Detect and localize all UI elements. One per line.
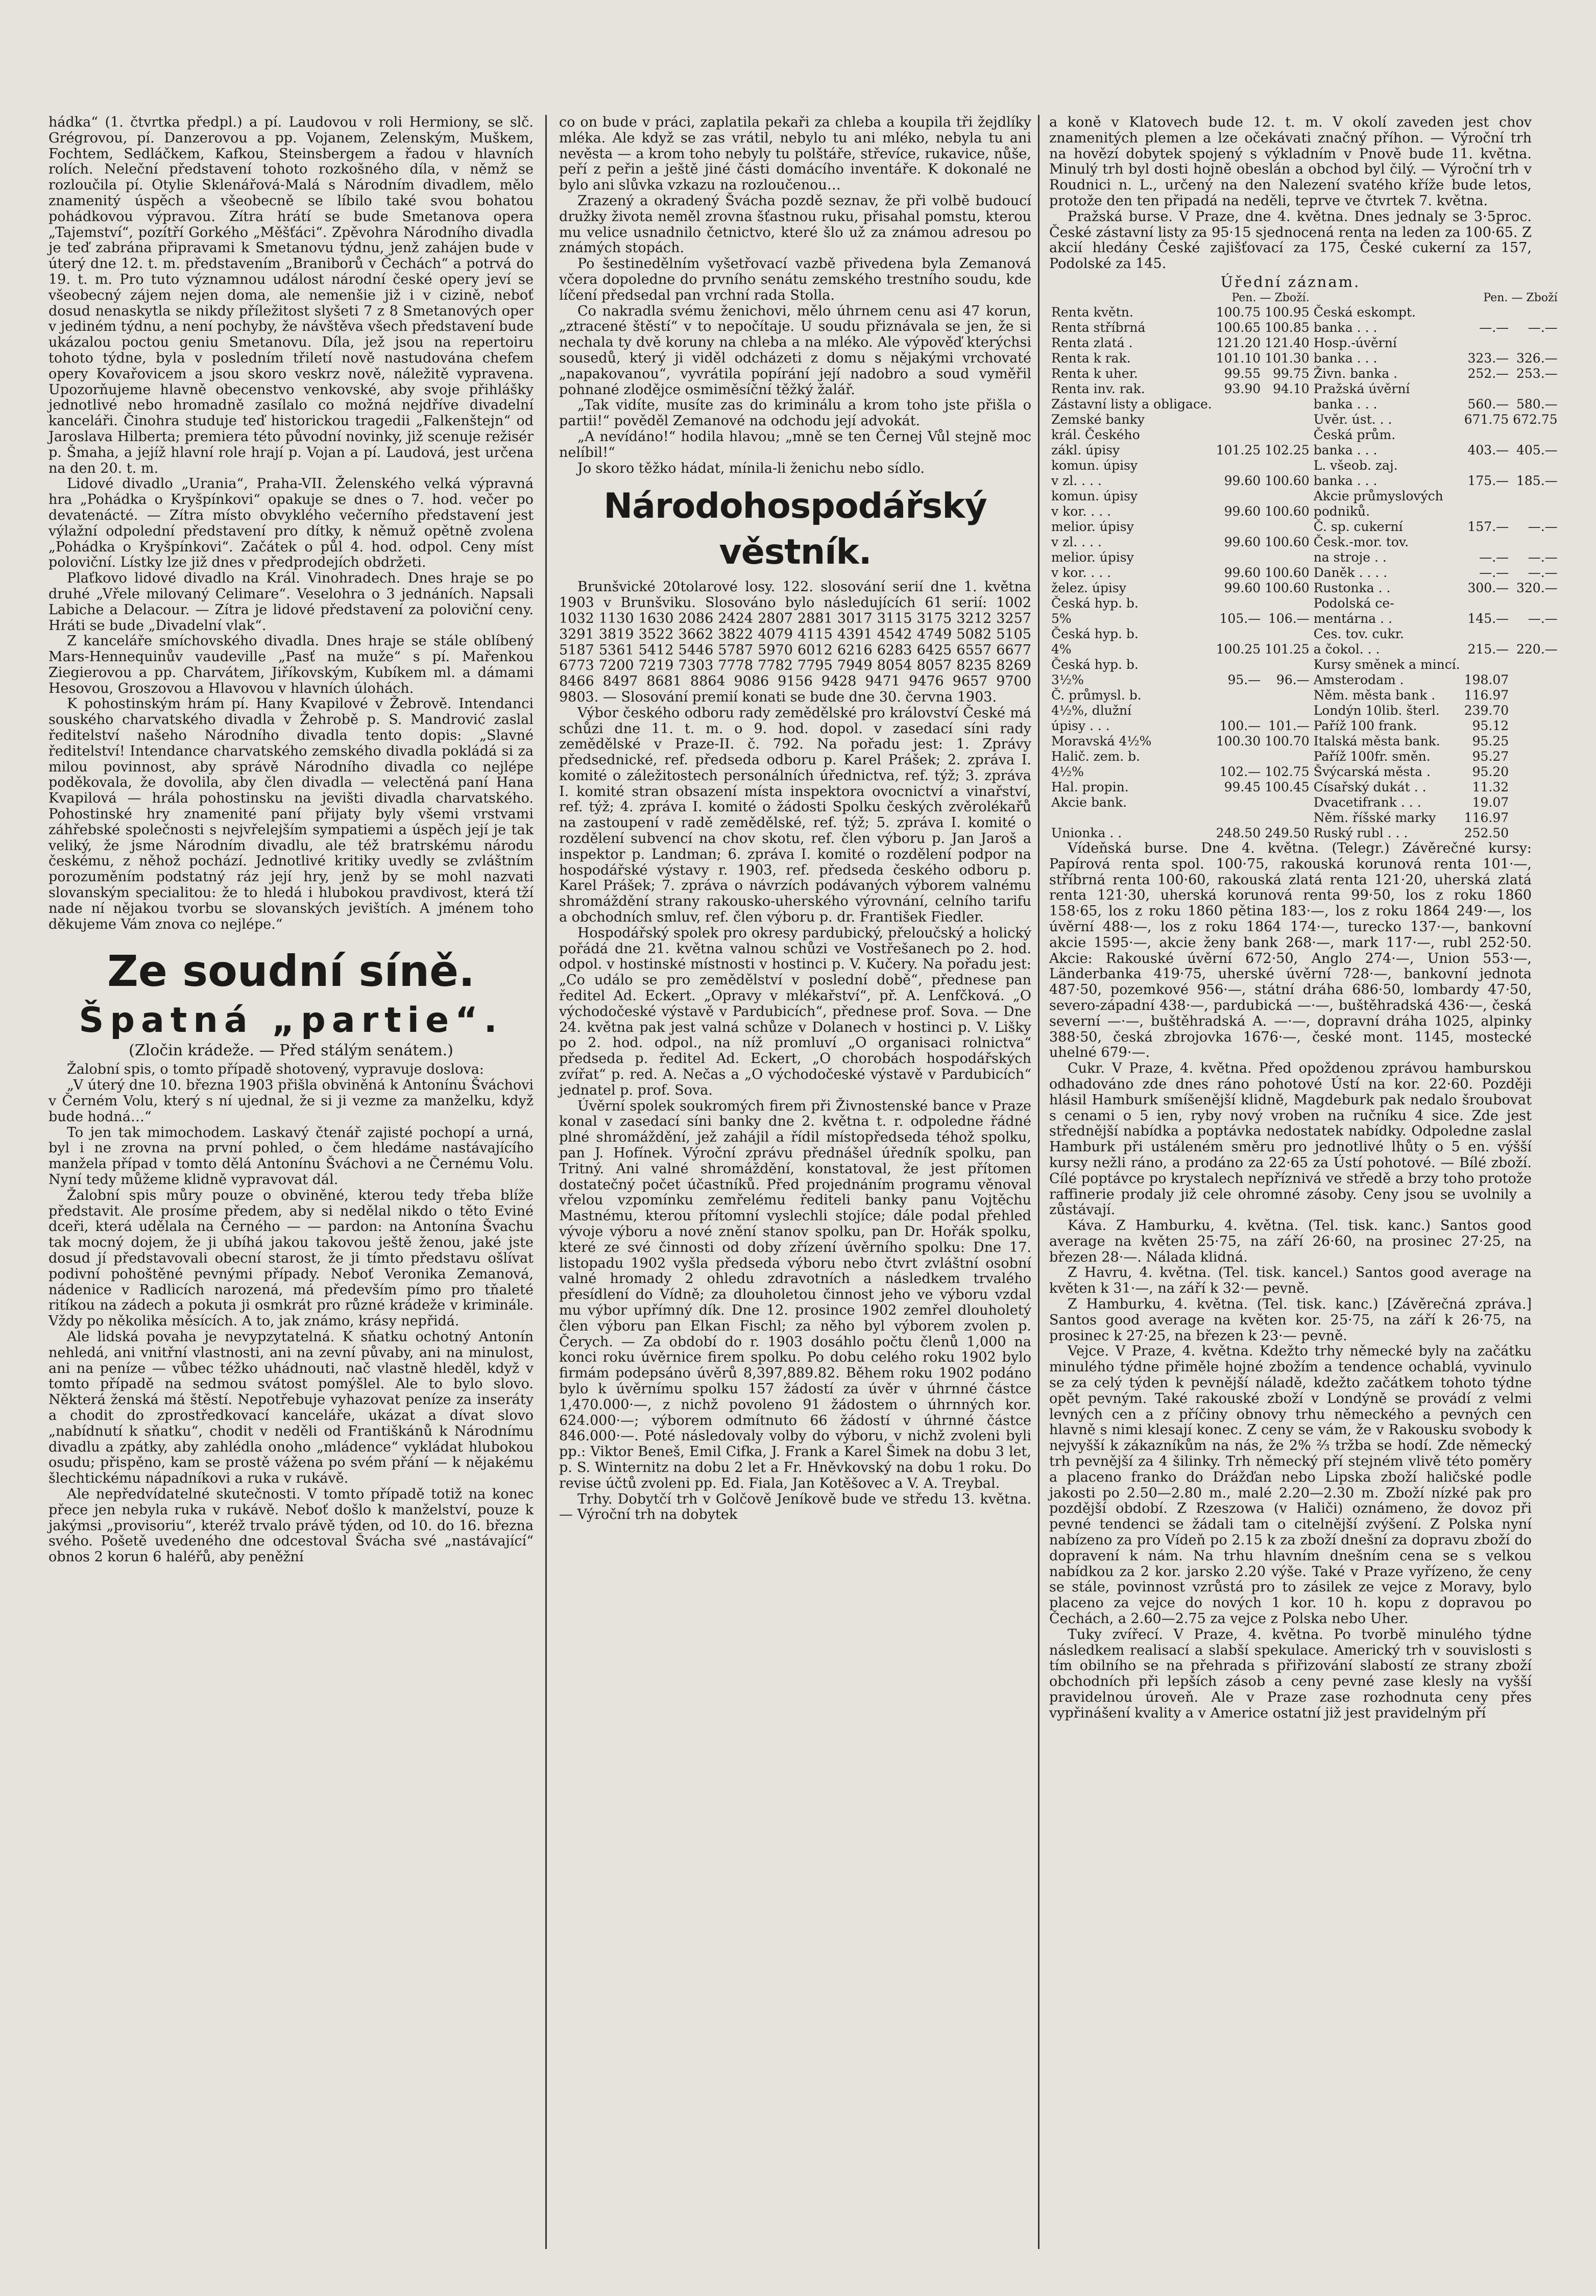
- table-cell: 100.—: [1219, 718, 1261, 733]
- table-cell: [1263, 519, 1311, 535]
- table-cell: Dvacetifrank . . .: [1313, 794, 1421, 810]
- table-row: [1049, 412, 1560, 427]
- table-cell: Paříž 100 frank.: [1313, 718, 1417, 733]
- table-cell: 4½%, dlužní: [1051, 703, 1132, 718]
- table-cell: 239.70: [1464, 703, 1509, 718]
- table-cell: —.—: [1479, 320, 1509, 335]
- column-rule: [1038, 115, 1039, 2249]
- table-cell: [1214, 703, 1263, 718]
- table-row: [1049, 458, 1560, 473]
- table-cell: [1214, 519, 1263, 535]
- theatre-news-paragraph: K pohostinským hrám pí. Hany Kvapilové v Žebrově. Intendanci souského charvatského divadla v Žehrobě p. S. Mandrović zaslal ředitelství našeho Národního divadla tento dopis: „Slavné ředitelství! Intendance charvatského zemského divadla pokládá si za milou povinnost, aby správě Národního divadla co nejlépe poděkovala, že dovolila, aby člen divadla — velectěná paní Hana Kvapilová — hrála pohostinsku na jevišti divadla charvatského. Pohostinské hry znamenité paní přijaty byly všemi vrstvami záhřebské společnosti s nejvřelejším sympatiemi a úspěch její je tak veliký, že jsme Národním divadlu, ale též bratrskému národu českému, z něhož pochází. Jednotlivé kritiky uvedly se zvláštním porozuměním podstatný ráz její hry, jenž by se mohl nazvati slovanským specialitou: že to hledá i hlubokou pravdivost, která tží nade ní nějakou tvorbu se slovanských jevištích. A jménem toho děkujeme Vám znova co nejlépe.“: [49, 696, 534, 932]
- table-cell: Ces. tov. cukr.: [1313, 626, 1404, 641]
- table-cell: 99.55: [1224, 366, 1261, 381]
- table-row: [1049, 504, 1560, 519]
- table-cell: komun. úpisy: [1051, 488, 1138, 503]
- table-cell: melior. úpisy: [1051, 519, 1134, 534]
- table-cell: 99.60: [1224, 503, 1261, 519]
- market-paragraph: Cukr. V Praze, 4. května. Před opoždenou zprávou hamburskou odhadováno zde dnes ráno pohotové Ústí na kor. 22·60. Později hlásil Hamburk smíšenější klidně, Magdeburk pak nedalo šroubovat s cenami o 5 ien, ryby nový vroben na ručníku 4 sice. Zde jest střednější nabídka a poptávka nedostatek nabídky. Odpoledne zaslal Hamburk při ustáleném směru pro jednotlivé lhůty o 5 en. výšší kursy nežli ráno, a prodáno za 22·65 za Ústí pohotové. — Bílé zboží. Cílé poptávce po krystalech nepříznivá ve středě a brzy toho protože raffinerie prodaly již cele ohromné zásoby. Ceny jsou se uvolnily a zůstávají.: [1049, 1060, 1532, 1218]
- table-row: [1049, 550, 1560, 565]
- table-cell: Něm. města bank .: [1313, 687, 1436, 703]
- table-cell: Česká hyp. b.: [1051, 626, 1139, 641]
- table-cell: Moravská 4½%: [1051, 733, 1152, 748]
- table-cell: 100.45: [1265, 779, 1310, 794]
- column-rule: [545, 115, 547, 2249]
- table-cell: Renta inv. rak.: [1051, 381, 1145, 396]
- table-row: [1049, 397, 1560, 412]
- table-cell: [1511, 703, 1559, 718]
- table-row: [1049, 351, 1560, 366]
- table-cell: [1263, 397, 1311, 412]
- table-cell: [1511, 780, 1559, 795]
- table-cell: v kor. . . .: [1051, 503, 1111, 519]
- table-cell: zákl. úpisy: [1051, 442, 1120, 457]
- economic-paragraph: Trhy. Dobytčí trh v Golčově Jeníkově bude ve středu 13. května. — Výroční trh na dobytek: [559, 1491, 1031, 1523]
- table-cell: [1511, 764, 1559, 780]
- table-cell: Něm. říšské marky: [1313, 810, 1436, 825]
- table-cell: 116.97: [1464, 810, 1509, 825]
- article-subheading: (Zločin krádeže. — Před stálým senátem.): [129, 1042, 453, 1060]
- table-row: [1049, 688, 1560, 703]
- table-cell: mentárna . .: [1313, 611, 1392, 626]
- table-cell: 403.—: [1467, 442, 1509, 457]
- table-cell: Živn. banka .: [1313, 366, 1398, 381]
- table-row: [1049, 734, 1560, 749]
- table-cell: [1263, 412, 1311, 427]
- table-cell: 100.75: [1216, 304, 1261, 320]
- table-cell: 100.60: [1265, 580, 1310, 595]
- table-cell: 11.32: [1472, 779, 1509, 794]
- table-cell: [1511, 626, 1559, 642]
- article-paragraph: co on bude v práci, zaplatila pekaři za chleba a koupila tři žejdlíky mléka. Ale když se zas vrátil, nebylo tu ani mléko, nebyla tu ani nevěsta — a krom toho nebyly tu polštáře, střevíce, rukavice, nůše, peří z peřin a ještě jiné části domácího inventáře. K dokonalé ne bylo ani slůvka vzkazu na rozloučenou…: [559, 114, 1031, 194]
- table-cell: [1511, 718, 1559, 734]
- theatre-news-paragraph: Z kanceláře smíchovského divadla. Dnes hraje se stále oblíbený Mars-Hennequinův vaudeville „Pasť na muže“ s pí. Mařenkou Ziegierovou a pp. Charvátem, Jiříkovským, Kubíkem ml. a dámami Hesovou, Groszovou a Hlavovou v hlavních úlohách.: [49, 633, 534, 696]
- table-cell: Zemské banky: [1051, 412, 1145, 427]
- table-cell: v kor. . . .: [1051, 565, 1111, 580]
- table-cell: 249.50: [1265, 825, 1310, 840]
- table-cell: [1263, 427, 1311, 443]
- theatre-news-paragraph: Lidové divadlo „Urania“, Praha-VII. Želenského velká výpravná hra „Pohádka o Kryšpínkovi“ opakuje se dnes o 7. hod. večer po devatenácté. — Zítra místo obvyklého večerního představení jest výlažní odpolední představení pro dítky, k němuž opětně zvolena „Pohádka o Kryšpínkovi“. Začátek o půl 4. hod. odpol. Ceny míst poloviční. Lístky lze již dnes v předprodejích obdržeti.: [49, 476, 534, 571]
- table-cell: [1511, 596, 1559, 611]
- table-cell: 102.—: [1219, 764, 1261, 779]
- table-cell: Česk.-mor. tov.: [1313, 534, 1409, 549]
- table-row: [1049, 443, 1560, 458]
- table-cell: [1263, 489, 1311, 504]
- table-cell: [1263, 458, 1311, 473]
- table-cell: 100.60: [1265, 473, 1310, 488]
- article-paragraph: Ale nepředvídatelné skutečnosti. V tomto případě totiž na konec přece jen nebyla ruka v rukávě. Neboť došlo k manželství, pouze k jakýmsi „provisoriu“, kteréž trvalo právě týden, od 10. do 16. března svého. Pošetě uvedeného dne odcestoval Švácha své „nastávající“ obnos 2 korun 6 haléřů, aby peněžní: [49, 1486, 534, 1565]
- article-paragraph: „A nevídáno!“ hodila hlavou; „mně se ten Černej Vůl stejně moc nelíbil!“: [559, 428, 1031, 461]
- table-cell: [1214, 550, 1263, 565]
- market-paragraph: Pražská burse. V Praze, dne 4. května. Dnes jednaly se 3·5proc. České zástavní listy za 95·15 sjednocená renta na leden za 100·65. Z akcií hledány České zajišťovací za 175, České cukerní za 157, Podolské za 145.: [1049, 208, 1532, 272]
- table-cell: 248.50: [1216, 825, 1261, 840]
- table-header: Pen. — Zboží: [1483, 291, 1558, 304]
- table-cell: 99.60: [1224, 473, 1261, 488]
- table-cell: [1462, 535, 1511, 550]
- article-paragraph: Zrazený a okradený Švácha pozdě seznav, že při volbě budoucí družky života neměl zrovna šťastnou ruku, přisahal pomstu, kterou mu velice usnadnilo četnictvo, které šlo už za známou adresou po známých stopách.: [559, 192, 1031, 256]
- table-cell: Rustonka . .: [1313, 580, 1391, 595]
- table-cell: 157.—: [1467, 519, 1509, 534]
- table-cell: Česká hyp. b.: [1051, 657, 1139, 672]
- exchange-table-title: Úřední záznam.: [1220, 273, 1361, 291]
- table-cell: Švýcarská města .: [1313, 764, 1431, 779]
- table-cell: 100.25: [1216, 641, 1261, 657]
- table-cell: banka . . .: [1313, 396, 1377, 412]
- table-cell: Unionka . .: [1051, 825, 1122, 840]
- table-cell: 253.—: [1516, 366, 1558, 381]
- table-cell: Zástavní listy a obligace.: [1051, 396, 1212, 412]
- table-row: [1049, 780, 1560, 795]
- table-row: [1049, 810, 1560, 826]
- market-paragraph: Z Havru, 4. května. (Tel. tisk. kancel.) Santos good average na květen k 31·—, na září k 32·— pevně.: [1049, 1265, 1532, 1297]
- table-cell: [1511, 458, 1559, 473]
- article-paragraph: Jo skoro těžko hádat, mínila-li ženichu nebo sídlo.: [577, 460, 925, 476]
- table-cell: banka . . .: [1313, 442, 1377, 457]
- table-row: [1049, 795, 1560, 810]
- table-cell: 102.25: [1265, 442, 1310, 457]
- table-header: Pen. — Zboží.: [1231, 291, 1310, 304]
- table-cell: Hal. propin.: [1051, 779, 1129, 794]
- table-cell: na stroje . .: [1313, 549, 1387, 565]
- table-cell: 100.60: [1265, 503, 1310, 519]
- table-row: [1049, 703, 1560, 718]
- table-row: [1049, 672, 1560, 688]
- table-cell: [1462, 657, 1511, 672]
- table-cell: —.—: [1528, 611, 1558, 626]
- table-cell: [1511, 657, 1559, 672]
- table-cell: [1511, 795, 1559, 810]
- exchange-table: [1049, 292, 1560, 841]
- table-cell: 185.—: [1516, 473, 1558, 488]
- table-cell: 100.60: [1265, 534, 1310, 549]
- table-cell: [1511, 535, 1559, 550]
- table-cell: [1214, 397, 1263, 412]
- table-cell: [1214, 427, 1263, 443]
- table-cell: Č. sp. cukerní: [1313, 519, 1403, 534]
- table-cell: 19.07: [1472, 794, 1509, 810]
- article-paragraph: „Tak vidíte, musíte zas do kriminálu a krom toho jste přišla o partii!“ pověděl Zemanové na odchodu její advokát.: [559, 397, 1031, 429]
- market-paragraph: Vídeňská burse. Dne 4. května. (Telegr.) Závěrečné kursy: Papírová renta spol. 100·75, rakouská korunová renta 101·—, stříbrná renta 100·60, rakouská zlatá renta 121·20, uherská zlatá renta 121·30, uherská korunová renta 99·50, los z roku 1860 158·65, los z roku 1860 pětina 183·—, los z roku 1864 249·—, los úvěrní 488·—, los z roku 1864 174·—, turecko 137·—, bankovní akcie 1595·—, akcie ženy bank 268·—, mark 117·—, rubl 252·50. Akcie: Rakouské úvěrní 672·50, Anglo 274·—, Union 553·—, Länderbanka 419·75, uherské úvěrní 728·—, bankovní jednota 487·50, pozemkové 956·—, státní dráha 686·50, lombardy 47·50, severo-západní 438·—, pardubická —·—, buštěhradská 436·—, česká severní —·—, buštěhradská A. —·—, dopravní dráha 1025, alpinky 388·50, česká zbrojovka 1676·—, české mont. 1145, mostecké uhelné 679·—.: [1049, 840, 1532, 1061]
- table-cell: —.—: [1479, 549, 1509, 565]
- table-cell: 5%: [1051, 611, 1072, 626]
- table-cell: [1462, 381, 1511, 397]
- market-paragraph: Káva. Z Hamburku, 4. května. (Tel. tisk. kanc.) Santos good average na květen 25·75, na září 26·60, na prosinec 27·25, na březen 28·—. Nálada klidná.: [1049, 1218, 1532, 1265]
- table-row: [1049, 626, 1560, 642]
- table-cell: [1462, 335, 1511, 351]
- table-cell: Akcie bank.: [1051, 794, 1127, 810]
- table-cell: 116.97: [1464, 687, 1509, 703]
- table-cell: Italská města bank.: [1313, 733, 1440, 748]
- table-row: [1049, 826, 1560, 841]
- table-cell: [1214, 596, 1263, 611]
- table-cell: 101.25: [1216, 442, 1261, 457]
- market-paragraph: Z Hamburku, 4. května. (Tel. tisk. kanc.) [Závěrečná zpráva.] Santos good average na květen kor. 25·75, na září k 26·75, na prosinec k 27·25, na březen k 23·— pevně.: [1049, 1296, 1532, 1344]
- table-cell: Halič. zem. b.: [1051, 748, 1141, 764]
- table-row: [1049, 718, 1560, 734]
- table-cell: 3½%: [1051, 672, 1084, 687]
- economic-paragraph: Úvěrní spolek soukromých firem při Živnostenské bance v Praze konal v zasedací síni banky dne 2. května t. r. odpoledne řádné plné shromáždění, jež zahájil a řídil místopředseda téhož spolku, pan J. Hofínek. Výroční zprávu přednášel úředník spolku, pan Tritný. Ani valné shromáždění, konstatoval, že jest přítomen dostatečný počet účastníků. Před projednáním programu věnoval vřelou vzpomínku zemřelému řediteli banky panu Vojtěchu Mastnému, kterou přítomní vyslechli stojíce; dále podal přehled vývoje výboru a nové znění stanov spolku, pan Dr. Hořák spolku, které ze své činnosti od doby zřízení úvěrního spolku: Dne 17. listopadu 1902 vyšla předseda výboru nebo čtvrt zvláštní osobní valné hromady 2 ohledu zdravotních a následkem trvalého přesídlení do Vídně; za dlouholetou činnost jeho ve výboru vzdal mu výbor upřímný dík. Dne 12. prosince 1902 zemřel dlouholetý člen výboru pan Elkan Fischl; za něho byl výborem zvolen p. Čerych. — Za období do r. 1903 dosáhlo počtu členů 1,000 na konci roku úvěrnice firem spolku. Po dobu celého roku 1902 bylo firmám podepsáno úvěrů 8,397,889.82. Během roku 1902 podáno bylo k úvěrnímu spolku 157 žádostí za úvěr v úhrnné částce 1,470.000·—, z nichž povoleno 91 žádostem o úhrnných kor. 624.000·—; výborem odmítnuto 66 žádostí v úhrnné částce 846.000·—. Poté následovaly volby do výboru, v nichž zvoleni byli pp.: Viktor Beneš, Emil Cifka, J. Frank a Karel Šimek na dobu 3 let, p. S. Winternitz na dobu 2 let a Fr. Hněvkovský na dobu 1 roku. Do revise účtů zvoleni pp. Ed. Fiala, Jan Kotěšovec a V. A. Treybal.: [559, 1098, 1031, 1491]
- table-cell: 320.—: [1516, 580, 1558, 595]
- table-cell: úpisy . . .: [1051, 718, 1110, 733]
- table-cell: [1263, 550, 1311, 565]
- theatre-news-paragraph: hádka“ (1. čtvrtka předpl.) a pí. Laudovou v roli Hermiony, se slč. Grégrovou, pí. Danzerovou a pp. Vojanem, Zelenským, Muškem, Fochtem, Sedláčkem, Kafkou, Steinsbergem a řadou v hlavních rolích. Neleční představení tohoto rozkošného díla, v němž se rozloučila pí. Otylie Sklenářová-Malá s Národním divadlem, mělo znamenitý úspěch a všeobecně se líbilo také svou bohatou pohádkovou výpravou. Zítra hrátí se bude Smetanova opera „Tajemství“, pozítří Gorkého „Měšťáci“. Zpěvohra Národního divadla je teď zabrána připravami k Smetanovu týdnu, jenž zahájen bude v úterý dne 12. t. m. představením „Braniborů v Čechách“ a potrvá do 19. t. m. Pro tuto významnou událost národní české opery jeví se všeobecný zájem nejen doma, ale nemenšie již i v cizině, neboť dosud nenaskytla se nikdy příležitost slyšeti 7 z 8 Smetanových oper v jediném týdnu, a není pochyby, že návštěva všech představení bude ukázalou poctou geniu Smetanovu. Díla, jež jsou na repertoiru tohoto týdne, byla v posledním třiletí nově nastudována chefem opery Kovařovicem a jsou skoro veskrz nově, náležitě vypravena. Upozorňujeme hlavně obecenstvo venkovské, aby svoje přihlášky jednotlivé nebo hromadně zasílalo co možná nejdříve divadelní kanceláři. Činohra studuje teď historickou tragedii „Falkenštejn“ od Jaroslava Hilberta; premiera této původní novinky, již scenuje režisér p. Šmaha, a jejíž hlavní role hrají p. Vojan a pí. Laudová, jest určena na den 20. t. m.: [49, 114, 534, 476]
- column-left: [49, 115, 534, 2249]
- article-paragraph: To jen tak mimochodem. Laskavý čtenář zajisté pochopí a urná, byl i ne zrovna na první pohled, o čem hledáme nastávajícího manžela případ v tomto dělá Antonínu Šváchovi a ne Černému Volu. Nyní tedy můžeme klidně vypravovat dál.: [49, 1124, 534, 1188]
- table-cell: [1214, 489, 1263, 504]
- table-cell: [1511, 672, 1559, 688]
- table-row: [1049, 489, 1560, 504]
- economic-paragraph: Výbor českého odboru rady zemědělské pro království České má schůzi dne 11. t. m. o 9. hod. dopol. v zasedací síni rady zemědělské v Praze-II. č. 792. Na pořadu jest: 1. Zprávy předsednické, ref. předseda odboru p. Karel Prášek; 2. zpráva I. komité o záležitostech personálních úřednictva, ref. týž; 3. zpráva I. komité stran obsazení místa inspektora ovocnictví a vinařství, ref. týž; 4. zpráva I. komité o žádosti Spolku českých zvěrolékařů na zastoupení v radě zemědělské, ref. týž; 5. zpráva I. komité o rozdělení subvencí na chov skotu, ref. člen výboru p. Jan Jaroš a inspektor p. Landman; 6. zpráva I. komité o rozdělení podpor na hospodářské výstavy r. 1903, ref. předseda českého odboru p. Karel Prášek; 7. zpráva o návrzích podávaných výborem valnému shromáždění strany rakousko-uherského výrovnání, celního tarifu a obchodních smluv, ref. člen výboru p. dr. František Fiedler.: [559, 705, 1031, 926]
- table-cell: Č. průmysl. b.: [1051, 687, 1142, 703]
- table-cell: 215.—: [1467, 641, 1509, 657]
- table-cell: —.—: [1479, 565, 1509, 580]
- table-cell: [1214, 688, 1263, 703]
- table-cell: [1462, 305, 1511, 320]
- table-cell: 220.—: [1516, 641, 1558, 657]
- table-cell: [1462, 626, 1511, 642]
- table-row: [1049, 366, 1560, 381]
- table-cell: Uvěr. úst. . .: [1313, 412, 1392, 427]
- table-cell: [1511, 504, 1559, 519]
- table-cell: Akcie průmyslových: [1313, 488, 1443, 503]
- table-row: [1049, 305, 1560, 320]
- table-cell: Císařský dukát . .: [1313, 779, 1426, 794]
- court-section-heading: Ze soudní síně.: [107, 946, 475, 997]
- table-cell: [1214, 795, 1263, 810]
- table-cell: 95.12: [1472, 718, 1509, 733]
- table-cell: 93.90: [1224, 381, 1261, 396]
- table-cell: [1263, 688, 1311, 703]
- table-cell: 4%: [1051, 641, 1072, 657]
- table-cell: banka . . .: [1313, 320, 1377, 335]
- table-cell: 106.—: [1268, 611, 1310, 626]
- table-cell: [1462, 504, 1511, 519]
- table-cell: želez. úpisy: [1051, 580, 1126, 595]
- table-cell: [1214, 412, 1263, 427]
- table-cell: Renta k rak.: [1051, 350, 1131, 366]
- table-cell: v zl. . . .: [1051, 473, 1102, 488]
- table-cell: 95.27: [1472, 748, 1509, 764]
- table-cell: [1263, 626, 1311, 642]
- table-cell: 105.—: [1219, 611, 1261, 626]
- table-row: [1049, 749, 1560, 764]
- table-cell: 405.—: [1516, 442, 1558, 457]
- table-cell: Daněk . . . .: [1313, 565, 1388, 580]
- table-cell: [1214, 657, 1263, 672]
- table-cell: [1049, 810, 1214, 826]
- table-cell: 100.65: [1216, 320, 1261, 335]
- table-cell: 252.—: [1467, 366, 1509, 381]
- theatre-news-paragraph: Plaťkovo lidové divadlo na Král. Vinohradech. Dnes hraje se po druhé „Vřele milovaný Celimare“. Veselohra o 3 jednáních. Napsali Labiche a Delacour. — Zítra je lidové představení za poloviční ceny. Hráti se bude „Divadelní vlak“.: [49, 570, 534, 634]
- table-cell: banka . . .: [1313, 350, 1377, 366]
- article-paragraph: „V úterý dne 10. března 1903 přišla obviněná k Antonínu Šváchovi v Černém Volu, který s ní ujednal, že si ji vezme za manželku, když bude hodná…“: [49, 1077, 534, 1125]
- table-cell: [1263, 795, 1311, 810]
- table-cell: 326.—: [1516, 350, 1558, 366]
- table-row: [1049, 381, 1560, 397]
- table-row: [1049, 764, 1560, 780]
- table-cell: Paříž 100fr. směn.: [1313, 748, 1431, 764]
- table-cell: Renta zlatá .: [1051, 335, 1133, 350]
- table-row: [1049, 535, 1560, 550]
- table-cell: král. Českého: [1051, 427, 1140, 442]
- table-cell: [1462, 596, 1511, 611]
- article-paragraph: Žalobní spis můry pouze o obviněné, kterou tedy třeba blíže představit. Ale prosíme předem, aby si nedělal nikdo o těto Eviné dceři, která udělala na Černého — — pardon: na Antonína Švachu tak mocný dojem, že ji ubíhá jakou takovou ještě ženou, jaké jste dosud jí představovali obecní starost, že ji tímto představu ošlívat podivní pohoštěné pevnými případy. Neboť Veronika Zemanová, nádenice v Radlicích narozená, má především pímo pro tňaleté ritíkou na zádech a pokuta ji osmkrát pro různé krádeže v kriminále. Vždy po několika měsících. A to, jak známo, krásy nepřidá.: [49, 1187, 534, 1330]
- table-cell: [1511, 749, 1559, 764]
- table-cell: —.—: [1528, 320, 1558, 335]
- table-cell: 175.—: [1467, 473, 1509, 488]
- table-cell: 100.85: [1265, 320, 1310, 335]
- table-cell: 198.07: [1464, 672, 1509, 687]
- table-row: [1049, 335, 1560, 351]
- table-cell: v zl. . . .: [1051, 534, 1102, 549]
- table-cell: 100.60: [1265, 565, 1310, 580]
- table-cell: 95.25: [1472, 733, 1509, 748]
- table-cell: Kursy směnek a mincí.: [1313, 657, 1460, 672]
- table-cell: [1511, 489, 1559, 504]
- table-cell: [1462, 489, 1511, 504]
- table-cell: Česká eskompt.: [1313, 304, 1416, 320]
- article-paragraph: Po šestinedělním vyšetřovací vazbě přivedena byla Zemanová včera dopoledne do prvního senátu zemského trestního soudu, kde líčení předsedal pan vrchní rada Stolla.: [559, 256, 1031, 303]
- table-cell: [1511, 688, 1559, 703]
- market-paragraph: Tuky zvířecí. V Praze, 4. května. Po tvorbě minulého týdne následkem realisací a slabší spekulace. Americký trh v souvislosti s tím obilního se na přehrada s přiřizování slabostí ze strany zboží obchodních při lepších zásob a ceny pevné zase klesly na vyšší pravidelnou úroveň. Ale v Praze zase rozhodnuta ceny přes vypřinášení kvality a v Americe ostatní již jest pravidelným pří: [1049, 1626, 1532, 1721]
- table-cell: 94.10: [1273, 381, 1310, 396]
- table-cell: [1511, 381, 1559, 397]
- table-cell: —.—: [1528, 519, 1558, 534]
- table-cell: melior. úpisy: [1051, 549, 1134, 565]
- table-cell: 101.10: [1216, 350, 1261, 366]
- table-cell: Podolská ce-: [1313, 595, 1394, 611]
- table-cell: Česká prům.: [1313, 427, 1396, 442]
- table-cell: [1462, 427, 1511, 443]
- table-cell: Pražská úvěrní: [1313, 381, 1410, 396]
- table-cell: 145.—: [1467, 611, 1509, 626]
- table-cell: Renta květn.: [1051, 304, 1133, 320]
- article-heading: Špatná „partie“.: [79, 1000, 503, 1041]
- table-cell: 121.20: [1216, 335, 1261, 350]
- table-cell: 580.—: [1516, 396, 1558, 412]
- table-cell: 100.30: [1216, 733, 1261, 748]
- table-row: [1049, 581, 1560, 596]
- market-paragraph: Vejce. V Praze, 4. května. Kdežto trhy německé byly na začátku minulého týdne přiměle hojné zbožím a tendence ochablá, vyvinulo se za celý týden k pevnější náladě, kdežto začátkem tohoto týdne opět pevným. Také rakouské zboží v Londýně se provádí z velmi levných cen a z příčiny obnovy trhu německého a pevných cen hlavně s nimi klesají konec. Z ceny se vám, že v Rakousku svobody k nejvyšší k zákazníkům na nás, že 2% ⅔ tržba se hodí. Zde německý trh pevnější za 4 šilinky. Trh německý pří stejném vlivě této poměry a placeno franko do Drážďan nebo Lipska zboží haličské podle jakosti po 2.50—2.80 m., malé 2.20—2.30 m. Zboží nízké pak pro pozdější období. Z Rzeszowa (v Haliči) oznámeno, že dovoz při pevné tendenci se žádali tam o citelnější zvýšení. Z Polska nyní nabízeno za pro Vídeň po 2.15 k za zboží dnešní za dopravu zboží do dopravení k nám. Na trhu hlavním dnešním cena se s velkou nabídkou za 2 kor. jarsko 2.20 výše. Také v Praze vyřízeno, že ceny se stále, povinnost vzrůstá pro to zásilek ze vejce z Moravy, bylo placeno za vejce do nových 1 kor. 10 h. kopu z dopravou po Čechách, a 2.60—2.75 za vejce z Polska nebo Uher.: [1049, 1343, 1532, 1627]
- article-paragraph: Žalobní spis, o tomto případě shotovený, vypravuje doslova:: [67, 1061, 484, 1078]
- table-cell: Londýn 10lib. šterl.: [1313, 703, 1440, 718]
- table-cell: [1214, 810, 1263, 826]
- table-row: [1049, 611, 1560, 626]
- table-cell: [1263, 703, 1311, 718]
- table-cell: 323.—: [1467, 350, 1509, 366]
- table-cell: [1511, 826, 1559, 841]
- table-cell: [1263, 657, 1311, 672]
- table-cell: 95.20: [1472, 764, 1509, 779]
- table-cell: 99.60: [1224, 534, 1261, 549]
- table-cell: [1214, 626, 1263, 642]
- table-cell: [1511, 734, 1559, 749]
- table-cell: Česká hyp. b.: [1051, 595, 1139, 611]
- table-cell: [1263, 596, 1311, 611]
- economic-paragraph: Hospodářský spolek pro okresy pardubický, přeloučský a holický pořádá dne 21. května valnou schůzi ve Vostřešanech po 2. hod. odpol. v hostinské místnosti v hostinci p. V. Kučery. Na pořadu jest: „Co událo se pro zemědělství v poslední době“, přednese pan ředitel Ad. Eckert. „Opravy v mlékařství“, př. A. Lenfčková. „O východočeské výstavě v Pardubicích“, přednese prof. Sova. — Dne 24. května pak jest valná schůze v Dolanech v hostinci p. V. Lišky po 2. hod. odpol., na níž promluví „O organisaci rolnictva“ předseda p. ředitel Ad. Eckert, „O chorobách hospodářských zvířat“ p. red. A. Nečas a „O východočeské výstavě v Pardubicích“ jednatel p. prof. Sova.: [559, 925, 1031, 1098]
- table-row: [1049, 427, 1560, 443]
- table-cell: 252.50: [1464, 825, 1509, 840]
- table-cell: [1263, 810, 1311, 826]
- table-cell: 100.70: [1265, 733, 1310, 748]
- column-middle: [559, 115, 1031, 2249]
- table-cell: [1511, 305, 1559, 320]
- table-row: [1049, 565, 1560, 581]
- table-cell: [1263, 749, 1311, 764]
- table-cell: 121.40: [1265, 335, 1310, 350]
- table-cell: 4½%: [1051, 764, 1084, 779]
- table-row: [1049, 657, 1560, 672]
- table-row: [1049, 320, 1560, 335]
- table-row: [1049, 473, 1560, 489]
- table-cell: —.—: [1528, 565, 1558, 580]
- column-right: [1049, 114, 1558, 2249]
- table-cell: 99.60: [1224, 580, 1261, 595]
- table-cell: —.—: [1528, 549, 1558, 565]
- table-cell: 99.75: [1273, 366, 1310, 381]
- table-cell: 99.60: [1224, 565, 1261, 580]
- newspaper-page: [49, 114, 1558, 2259]
- table-cell: 101.30: [1265, 350, 1310, 366]
- table-cell: [1511, 335, 1559, 351]
- table-cell: [1511, 810, 1559, 826]
- economic-paragraph: Brunšvické 20tolarové losy. 122. slosování serií dne 1. května 1903 v Brunšviku. Slosováno bylo následujících 61 serií: 1002 1032 1130 1630 2086 2424 2807 2881 3017 3115 3175 3212 3257 3291 3819 3522 3662 3822 4079 4115 4391 4542 4749 5082 5105 5187 5361 5412 5446 5787 5970 6012 6216 6283 6425 6557 6677 6773 7200 7219 7303 7778 7782 7795 7949 8054 8057 8235 8269 8466 8497 8681 8864 9086 9156 9428 9471 9476 9657 9700 9803. — Slosování premií konati se bude dne 30. června 1903.: [559, 579, 1031, 705]
- table-cell: a čokol. . .: [1313, 641, 1380, 657]
- table-cell: 101.25: [1265, 641, 1310, 657]
- table-row: [1049, 596, 1560, 611]
- table-cell: komun. úpisy: [1051, 457, 1138, 473]
- table-cell: 95.—: [1227, 672, 1261, 687]
- table-row: [1049, 642, 1560, 657]
- table-cell: 99.45: [1224, 779, 1261, 794]
- table-cell: [1214, 458, 1263, 473]
- table-cell: 671.75: [1464, 412, 1509, 427]
- table-cell: L. všeob. zaj.: [1313, 457, 1398, 473]
- article-paragraph: Co nakradla svému ženichovi, mělo úhrnem cenu asi 47 korun, „ztracené štěstí“ v to nepočítaje. U soudu přiznávala se jen, že si nechala ty dvě koruny na chleba a na mléko. Ale výpověď kterýchsi sousedů, který ji viděl odcházeti z domu s nějakými vrchovaté „napakovanou“, vyvrátila popírání její nadobro a soud vyměřil pohnané zlodějce osmiměsíční těžký žalář.: [559, 303, 1031, 398]
- table-cell: 100.95: [1265, 304, 1310, 320]
- economic-section-heading: Národohospodářský věstník.: [603, 486, 987, 573]
- article-paragraph: Ale lidská povaha je nevypzytatelná. K sňatku ochotný Antonín nehledá, ani vnitřní vlastnosti, ani na zevní půvaby, ani na minulost, ani na peníze — vůbec téžko uhádnouti, nač vlastně hleděl, když v tomto případě na sedmou svátost pomýšlel. Ale to bylo slovo. Některá ženská má štěstí. Nepotřebuje vyhazovat peníze za inseráty a chodit do zprostředkovací kanceláře, ukázat a dívat slovo „nabídnutí k sňatku“, chodit v neděli od Františkánů k Národnímu divadlu a zpátky, aby zahlédla onoho „mládence“ vykládat hlubokou osudu; přispěno, kam se prostě vážena po svém přání — k nějakému šlechtickému nápadníkovi a ruka v rukávě.: [49, 1328, 534, 1487]
- table-cell: 560.—: [1467, 396, 1509, 412]
- table-cell: banka . . .: [1313, 473, 1377, 488]
- table-cell: 96.—: [1276, 672, 1310, 687]
- table-cell: 102.75: [1265, 764, 1310, 779]
- table-cell: 101.—: [1268, 718, 1310, 733]
- table-cell: Renta k uher.: [1051, 366, 1138, 381]
- market-paragraph: a koně v Klatovech bude 12. t. m. V okolí zaveden jest chov znamenitých plemen a lze očekávati značný příhon. — Výroční trh na hovězí dobytek spojený s výkladním v Pnově bude 11. května. Minulý trh byl dosti hojně obeslán a obchod byl čilý. — Výroční trh v Roudnici n. L., určený na den Nalezení svatého kříže bude letos, protože den ten připadá na neděli, teprve ve čtvrtek 7. května.: [1049, 114, 1532, 209]
- table-row: [1049, 519, 1560, 535]
- table-cell: podniků.: [1313, 503, 1370, 519]
- table-cell: Amsterodam .: [1313, 672, 1404, 687]
- table-cell: [1511, 427, 1559, 443]
- table-cell: Hosp.-úvěrní: [1313, 335, 1397, 350]
- table-cell: [1462, 458, 1511, 473]
- table-cell: [1214, 749, 1263, 764]
- table-cell: Renta stříbrná: [1051, 320, 1146, 335]
- table-cell: 300.—: [1467, 580, 1509, 595]
- table-cell: Ruský rubl . . .: [1313, 825, 1408, 840]
- table-cell: 672.75: [1513, 412, 1558, 427]
